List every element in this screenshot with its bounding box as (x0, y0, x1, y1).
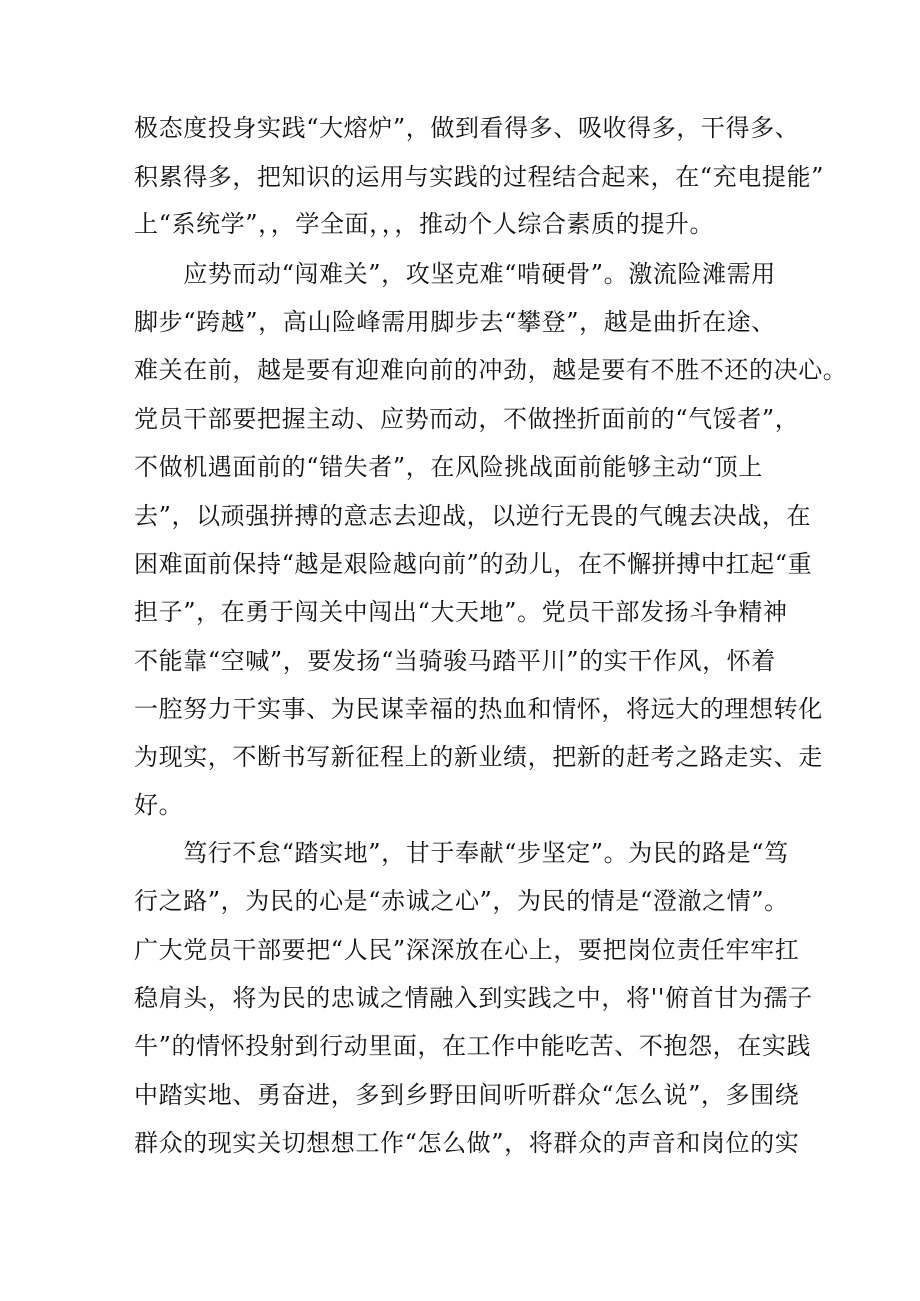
paragraph-2-line-10: 一腔努力干实事、为民谋幸福的热血和情怀，将远大的理想转化 (134, 695, 823, 723)
paragraph-1-line-2: 积累得多，把知识的运用与实践的过程结合起来，在“充电提能” (134, 163, 824, 191)
paragraph-3-line-4: 稳肩头，将为民的忠诚之情融入到实践之中，将''俯首甘为孺子 (134, 984, 813, 1012)
paragraph-2-line-9: 不能靠“空喊”，要发扬“当骑骏马踏平川”的实干作风，怀着 (134, 647, 776, 675)
paragraph-1-line-3: 上“系统学”，，学全面，，，推动个人综合素质的提升。 (134, 210, 715, 238)
paragraph-3-line-6: 中踏实地、勇奋进，多到乡野田间听听群众“怎么说”，多围绕 (134, 1081, 800, 1109)
paragraph-3-line-3: 广大党员干部要把“人民”深深放在心上，要把岗位责任牢牢扛 (134, 936, 800, 964)
paragraph-1-line-1: 极态度投身实践“大熔炉”，做到看得多、吸收得多，干得多、 (134, 114, 800, 142)
paragraph-3-line-5: 牛”的情怀投射到行动里面，在工作中能吃苦、不抱怨，在实践 (134, 1032, 812, 1060)
paragraph-2-line-8: 担子”，在勇于闯关中闯出“大天地”。党员干部发扬斗争精神 (134, 598, 788, 626)
paragraph-3-line-7: 群众的现实关切想想工作“怎么做”，将群众的声音和岗位的实 (134, 1129, 800, 1157)
paragraph-2-line-2: 脚步“跨越”，高山险峰需用脚步去“攀登”，越是曲折在途、 (134, 308, 776, 336)
paragraph-3-line-1: 笃行不怠“踏实地”，甘于奉献“步坚定”。为民的路是“笃 (134, 839, 789, 867)
paragraph-2-line-3: 难关在前，越是要有迎难向前的冲劲，越是要有不胜不还的决心。 (134, 356, 848, 384)
paragraph-2-line-6: 去”，以顽强拼搏的意志去迎战，以逆行无畏的气魄去决战，在 (134, 502, 812, 530)
paragraph-2-line-5: 不做机遇面前的“错失者”，在风险挑战面前能够主动“顶上 (134, 453, 764, 481)
paragraph-2-line-12: 好。 (134, 791, 184, 819)
paragraph-2-line-7: 困难面前保持“越是艰险越向前”的劲儿，在不懈拼搏中扛起“重 (134, 550, 813, 578)
paragraph-2-line-11: 为现实，不断书写新征程上的新业绩，把新的赶考之路走实、走 (134, 743, 823, 771)
paragraph-2-line-4: 党员干部要把握主动、应势而动，不做挫折面前的“气馁者”， (134, 405, 800, 433)
paragraph-2-line-1: 应势而动“闯难关”，攻坚克难“啃硬骨”。激流险滩需用 (134, 260, 776, 288)
paragraph-3-line-2: 行之路”，为民的心是“赤诚之心”，为民的情是“澄澈之情”。 (134, 887, 789, 915)
